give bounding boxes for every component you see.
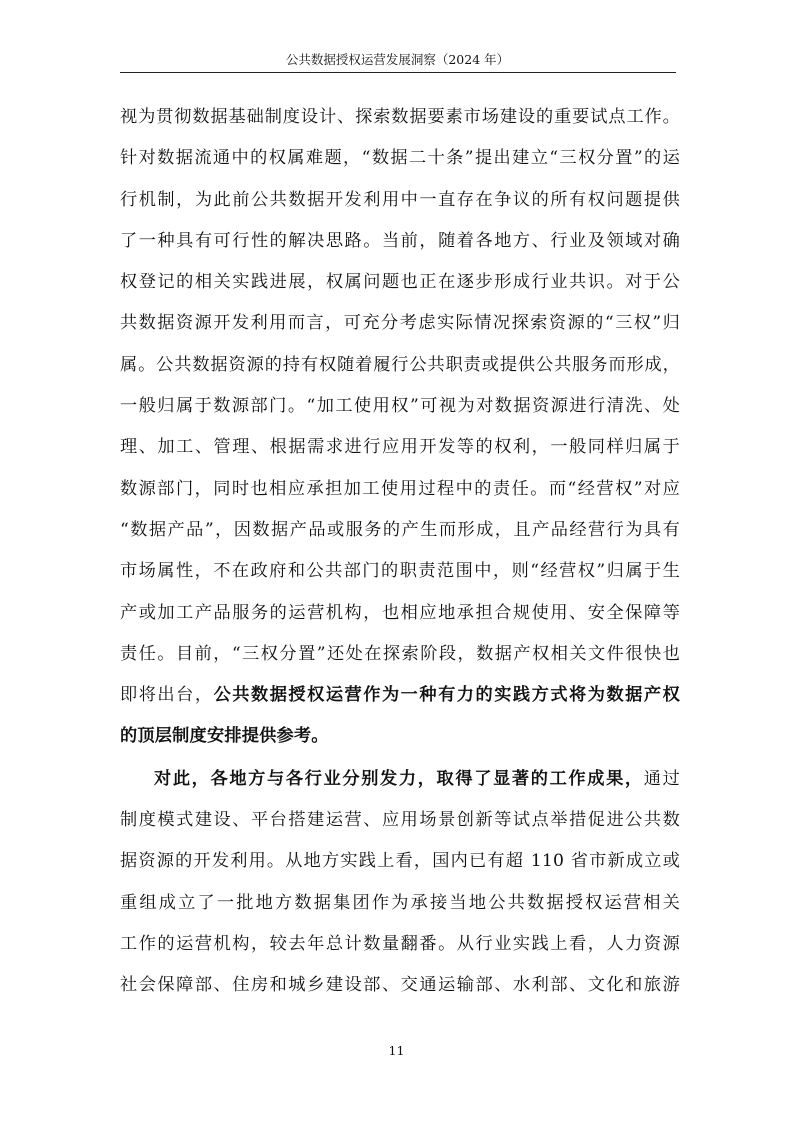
text-line: 属。公共数据资源的持有权随着履行公共职责或提供公共服务而形成， xyxy=(120,354,680,375)
text-line: 共数据资源开发利用而言，可充分考虑实际情况探索资源的“三权”归 xyxy=(120,313,680,334)
text-line: “数据产品”，因数据产品或服务的产生而形成，且产品经营行为具有 xyxy=(120,519,680,540)
text-line: 据资源的开发利用。从地方实践上看，国内已有超 110 省市新成立或 xyxy=(120,851,680,872)
text-line: 一般归属于数源部门。“加工使用权”可视为对数据资源进行清洗、处 xyxy=(120,396,680,417)
text-line: 责任。目前，“三权分置”还处在探索阶段，数据产权相关文件很快也 xyxy=(120,643,680,664)
text-line: 产或加工产品服务的运营机构，也相应地承担合规使用、安全保障等 xyxy=(120,602,680,623)
text-line xyxy=(120,675,680,716)
text-line xyxy=(120,759,680,800)
text-line: 了一种具有可行性的解决思路。当前，随着各地方、行业及领域对确 xyxy=(120,230,680,251)
bold-text-run: 公共数据授权运营作为一种有力的实践方式将为数据产权 xyxy=(213,685,680,706)
text-line: 理、加工、管理、根据需求进行应用开发等的权利，一般同样归属于 xyxy=(120,437,680,458)
text-line: 行机制，为此前公共数据开发利用中一直存在争议的所有权问题提供 xyxy=(120,189,680,210)
text-line: 数源部门，同时也相应承担加工使用过程中的责任。而“经营权”对应 xyxy=(120,478,680,499)
text-line xyxy=(120,716,680,757)
page-number: 11 xyxy=(388,1043,405,1058)
bold-text-run: 的顶层制度安排提供参考。 xyxy=(120,726,329,747)
text-line: 工作的运营机构，较去年总计数量翻番。从行业实践上看，人力资源 xyxy=(120,933,680,954)
text-line: 市场属性，不在政府和公共部门的职责范围中，则“经营权”归属于生 xyxy=(120,561,680,582)
text-line: 视为贯彻数据基础制度设计、探索数据要素市场建设的重要试点工作。 xyxy=(120,107,680,127)
text-line: 制度模式建设、平台搭建运营、应用场景创新等试点举措促进公共数 xyxy=(120,810,680,831)
text-line: 权登记的相关实践进展，权属问题也正在逐步形成行业共识。对于公 xyxy=(120,272,680,293)
text-line: 针对数据流通中的权属难题，“数据二十条”提出建立“三权分置”的运 xyxy=(120,148,680,169)
document-body xyxy=(120,97,680,1007)
bold-text-run: 对此，各地方与各行业分别发力，取得了显著的工作成果， xyxy=(154,768,644,789)
text-run: 即将出台， xyxy=(120,685,214,706)
text-line: 社会保障部、住房和城乡建设部、交通运输部、水利部、文化和旅游 xyxy=(120,975,680,996)
text-line: 重组成立了一批地方数据集团作为承接当地公共数据授权运营相关 xyxy=(120,892,680,913)
running-header: 公共数据授权运营发展洞察（2024 年） xyxy=(285,52,510,67)
header-rule xyxy=(120,72,676,73)
paragraph-2 xyxy=(120,759,680,1007)
paragraph-1 xyxy=(120,97,680,758)
text-run: 通过 xyxy=(643,768,680,789)
